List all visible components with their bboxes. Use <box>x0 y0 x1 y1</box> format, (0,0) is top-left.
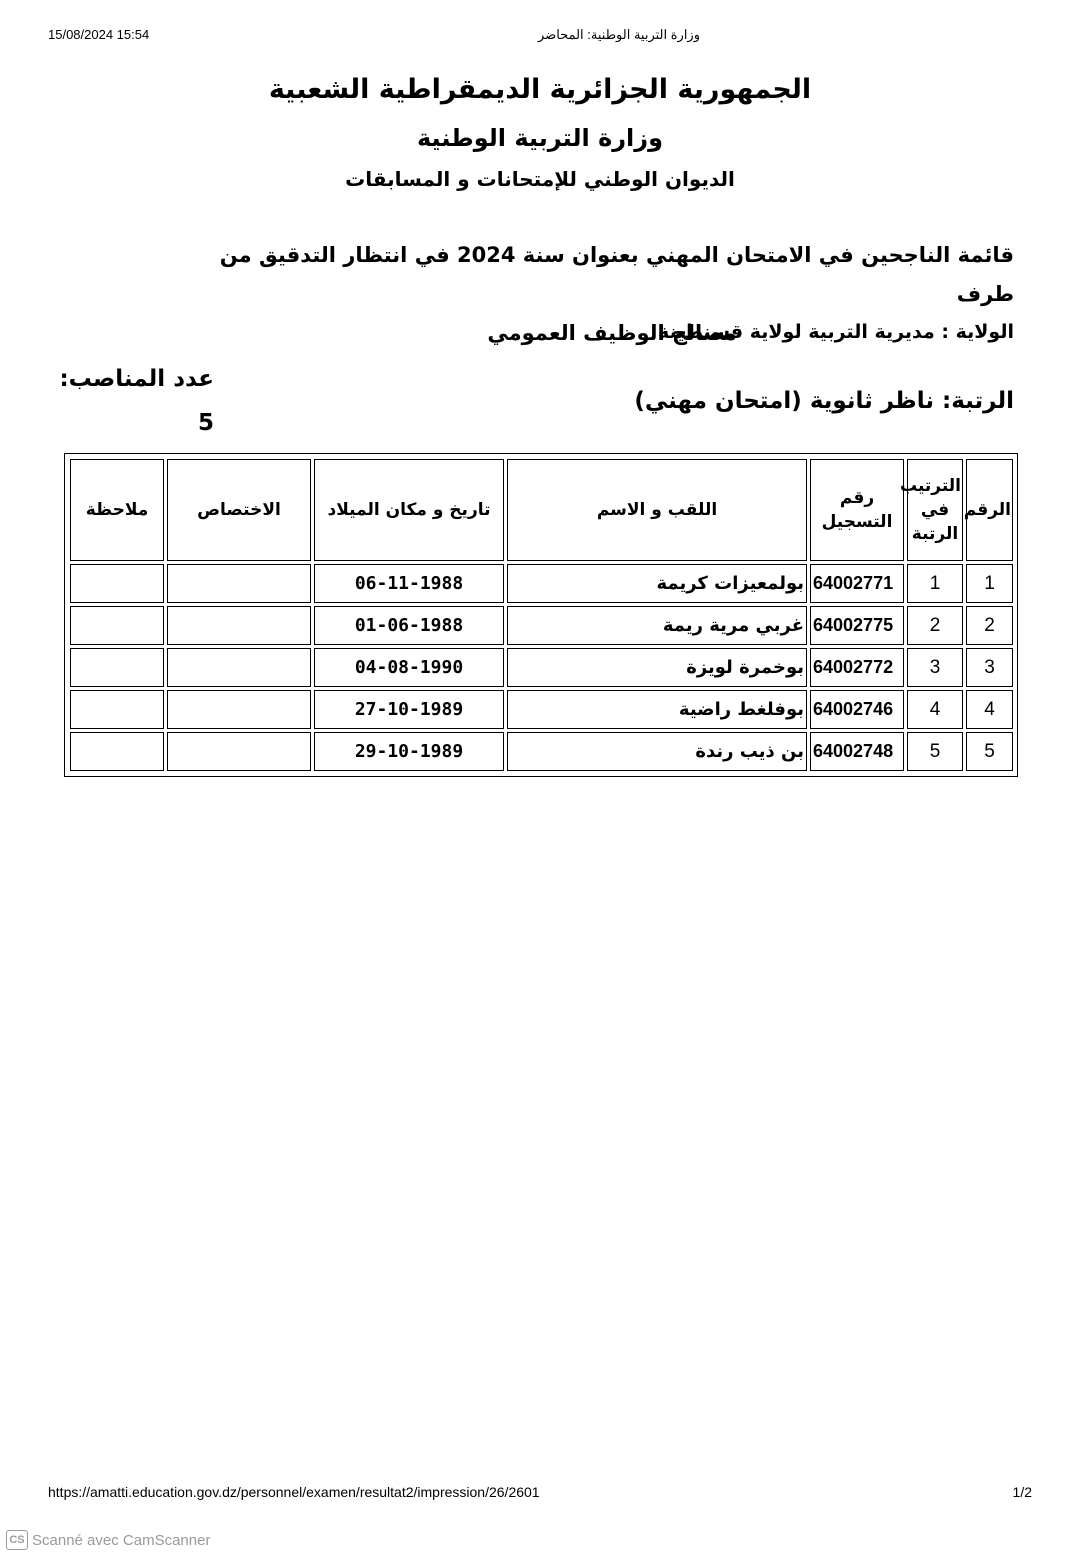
cell-name: بن ذيب رندة <box>507 732 807 771</box>
table-row <box>70 648 1013 687</box>
republic-heading: الجمهورية الجزائرية الديمقراطية الشعبية <box>268 74 812 105</box>
cell-birth: 01-06-1988 <box>314 606 504 645</box>
cell-name: بوفلغط راضية <box>507 690 807 729</box>
header-name: اللقب و الاسم <box>507 459 807 561</box>
table-row <box>70 732 1013 771</box>
cell-birth: 06-11-1988 <box>314 564 504 603</box>
print-datetime: 15/08/2024 15:54 <box>48 27 150 42</box>
table-row <box>70 690 1013 729</box>
ministry-heading: وزارة التربية الوطنية <box>416 124 664 152</box>
print-page-title: وزارة التربية الوطنية: المحاضر <box>538 27 700 42</box>
header-rank-order-line: الترتيب <box>899 476 961 496</box>
camscanner-watermark <box>6 1530 210 1550</box>
cell-specialty <box>167 690 311 729</box>
header-number: الرقم <box>966 459 1013 561</box>
results-table-frame <box>64 453 1018 777</box>
table-row <box>70 606 1013 645</box>
cell-registration: 64002771 <box>810 564 904 603</box>
header-rank-order-line: الرتبة <box>911 524 959 544</box>
table-row <box>70 564 1013 603</box>
cell-rank-order: 5 <box>907 732 963 771</box>
results-table <box>67 456 1016 774</box>
wilaya-label: الولاية : مديرية التربية لولاية قسنطينة <box>658 321 1014 343</box>
table-header-row <box>70 459 1013 561</box>
print-header <box>48 27 700 47</box>
header-rank-order-line: في <box>920 500 950 520</box>
cell-rank-order: 4 <box>907 690 963 729</box>
cell-specialty <box>167 648 311 687</box>
cell-note <box>70 690 164 729</box>
header-note: ملاحظة <box>70 459 164 561</box>
cell-rank-order: 2 <box>907 606 963 645</box>
cell-number: 3 <box>966 648 1013 687</box>
header-registration-line: رقم <box>839 488 875 508</box>
cell-specialty <box>167 564 311 603</box>
header-rank-order <box>899 459 963 561</box>
list-title-line-2: مصالح الوظيف العمومي <box>487 321 737 345</box>
cell-specialty <box>167 732 311 771</box>
cell-birth: 27-10-1989 <box>314 690 504 729</box>
cell-note <box>70 648 164 687</box>
cell-number: 5 <box>966 732 1013 771</box>
list-title-line-1: قائمة الناجحين في الامتحان المهني بعنوان سنة 2024 في انتظار التدقيق من طرف <box>219 243 1014 306</box>
cell-note <box>70 564 164 603</box>
rank-label: الرتبة: ناظر ثانوية (امتحان مهني) <box>634 388 1014 414</box>
cell-rank-order: 1 <box>907 564 963 603</box>
cell-birth: 29-10-1989 <box>314 732 504 771</box>
cell-rank-order: 3 <box>907 648 963 687</box>
camscanner-logo-icon: CS <box>6 1530 28 1550</box>
cell-number: 4 <box>966 690 1013 729</box>
posts-count-label: عدد المناصب: <box>59 366 214 392</box>
header-specialty: الاختصاص <box>167 459 311 561</box>
posts-count-value: 5 <box>197 410 214 436</box>
page-url: https://amatti.education.gov.dz/personnel/examen/resultat2/impression/26/2601 <box>48 1484 540 1500</box>
page-number: 1/2 <box>1012 1484 1032 1500</box>
cell-note <box>70 732 164 771</box>
cell-registration: 64002748 <box>810 732 904 771</box>
header-birth: تاريخ و مكان الميلاد <box>314 459 504 561</box>
cell-registration: 64002746 <box>810 690 904 729</box>
cell-registration: 64002775 <box>810 606 904 645</box>
cell-number: 2 <box>966 606 1013 645</box>
office-heading: الديوان الوطني للإمتحانات و المسابقات <box>345 167 735 191</box>
header-registration-line: التسجيل <box>821 512 893 532</box>
cell-specialty <box>167 606 311 645</box>
header-registration <box>810 459 904 561</box>
camscanner-label: Scanné avec CamScanner <box>32 1531 211 1549</box>
cell-number: 1 <box>966 564 1013 603</box>
cell-name: غربي مرية ريمة <box>507 606 807 645</box>
cell-note <box>70 606 164 645</box>
cell-name: بولمعيزات كريمة <box>507 564 807 603</box>
cell-birth: 04-08-1990 <box>314 648 504 687</box>
cell-registration: 64002772 <box>810 648 904 687</box>
cell-name: بوخمرة لويزة <box>507 648 807 687</box>
